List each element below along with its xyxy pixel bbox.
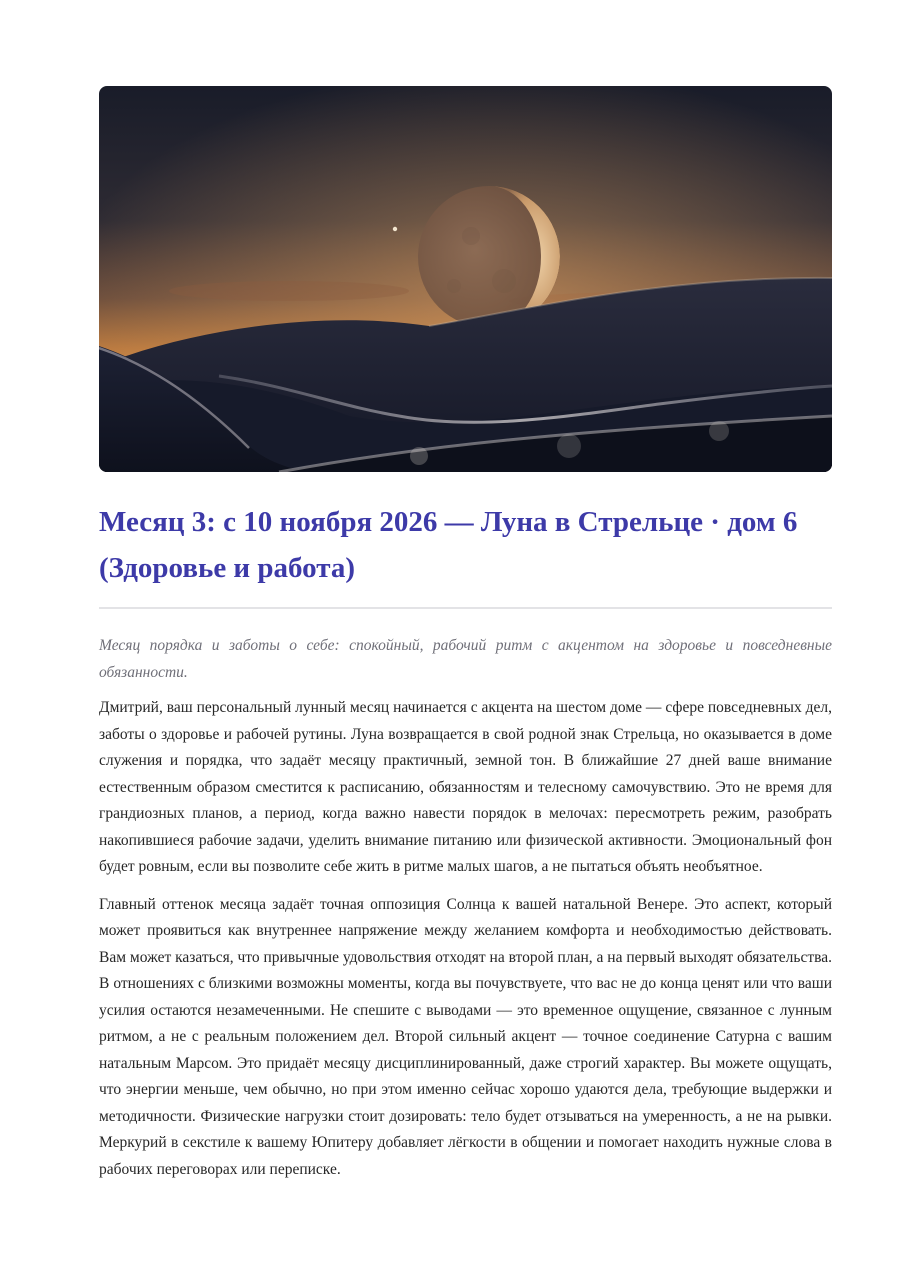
title-divider xyxy=(99,607,832,609)
body-paragraph: Дмитрий, ваш персональный лунный месяц начинается с акцента на шестом доме — сфере повседневных дел, заботы о здоровье и рабочей рутины. Луна возвращается в свой родной знак Стрельца, но оказывается в доме служения и порядка, что задаёт месяцу практичный, земной тон. В ближайшие 27 дней ваше внимание естественным образом сместится к расписанию, обязанностям и телесному самочувствию. Это не время для грандиозных планов, а период, когда важно навести порядок в мелочах: пересмотреть режим, разобрать накопившиеся рабочие задачи, уделить внимание питанию или физической активности. Эмоциональный фон будет ровным, если вы позволите себе жить в ритме малых шагов, а не пытаться объять необъятное. xyxy=(99,699,832,875)
hero-image xyxy=(99,86,832,472)
star xyxy=(393,227,397,231)
month-title: Месяц 3: с 10 ноября 2026 — Луна в Стрельце · дом 6 (Здоровье и работа) xyxy=(99,506,798,584)
lead-summary: Месяц порядка и заботы о себе: спокойный, рабочий ритм с акцентом на здоровье и повседневные обязанности. xyxy=(99,637,832,681)
moon-landscape-illustration xyxy=(99,86,832,472)
body-paragraph: Главный оттенок месяца задаёт точная оппозиция Солнца к вашей натальной Венере. Это аспект, который может проявиться как внутреннее напряжение между желанием комфорта и необходимостью действовать. Вам может казаться, что привычные удовольствия отходят на второй план, а на первый выходят обязательства. В отношениях с близкими возможны моменты, когда вы почувствуете, что вас не до конца ценят или что ваши усилия остаются незамеченными. Не спешите с выводами — это временное ощущение, связанное с лунным ритмом, а не с реальным положением дел. Второй сильный акцент — точное соединение Сатурна с вашим натальным Марсом. Это придаёт месяцу дисциплинированный, даже строгий характер. Вы можете ощущать, что энергии меньше, чем обычно, но при этом именно сейчас хорошо удаются дела, требующие выдержки и методичности. Физические нагрузки стоит дозировать: тело будет отзываться на умеренность, а не на рывки. Меркурий в секстиле к вашему Юпитеру добавляет лёгкости в общении и помогает находить нужные слова в рабочих переговорах или переписке. xyxy=(99,895,832,1178)
article xyxy=(99,86,832,1183)
